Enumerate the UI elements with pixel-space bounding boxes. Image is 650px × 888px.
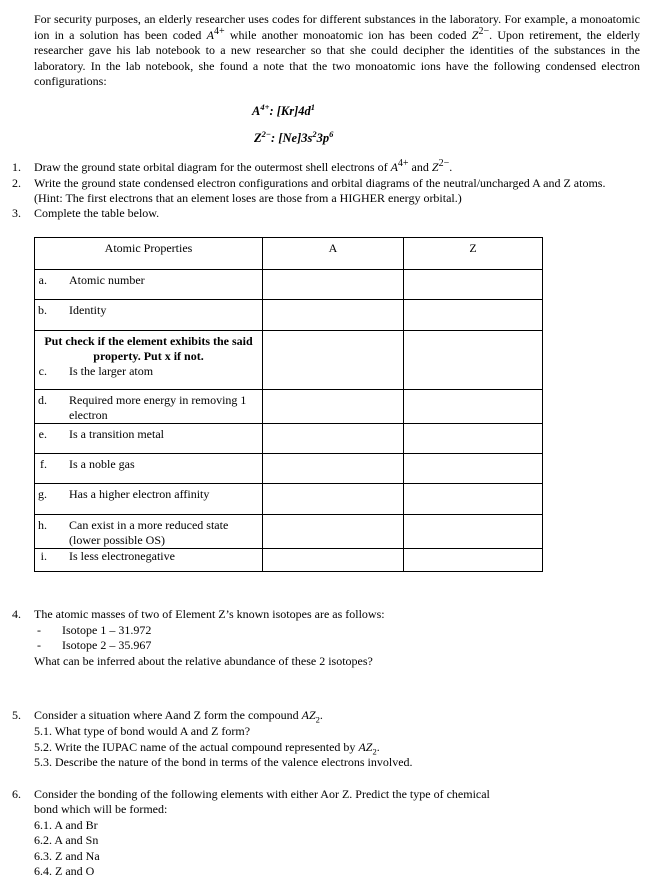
q2-number: 2. — [12, 176, 21, 190]
q5-end: . — [319, 708, 323, 722]
table-row — [35, 515, 543, 549]
row-letter: c. — [38, 364, 47, 378]
check-instruction: Put check if the element exhibits the said property. Put x if not. — [44, 334, 253, 363]
q4-text: The atomic masses of two of Element Z’s known isotopes are as follows: — [34, 607, 385, 621]
q1-ion-z-charge: 2− — [438, 158, 450, 169]
q5-2-compound: AZ — [358, 740, 373, 754]
row-letter: f. — [40, 457, 47, 471]
config-a-symbol: A — [252, 104, 261, 118]
config-a-charge: 4+ — [260, 101, 270, 112]
q4-question: What can be inferred about the relative abundance of these 2 isotopes? — [34, 654, 373, 668]
q5-2-compound-sub: 2 — [372, 746, 377, 757]
intro-paragraph — [34, 12, 640, 90]
row-text: Identity — [69, 303, 107, 317]
q5-2-end: . — [376, 740, 380, 754]
table-row — [35, 424, 543, 454]
properties-table — [34, 237, 543, 572]
config-z-core: : [Ne]3s — [271, 131, 313, 145]
q5-compound-sub: 2 — [315, 714, 320, 725]
row-f-label — [35, 454, 263, 484]
table-row — [35, 331, 543, 390]
intro-ion-a-charge: 4+ — [213, 25, 225, 37]
answer-cell-z[interactable] — [404, 515, 543, 549]
q6-line2: bond which will be formed: — [34, 802, 168, 816]
q1-ion-a: A — [390, 160, 398, 174]
q3-text: Complete the table below. — [34, 206, 160, 220]
row-text: Is less electronegative — [69, 549, 175, 563]
q5-1: 5.1. What type of bond would A and Z form? — [34, 724, 251, 738]
config-z-sup2: 6 — [329, 128, 334, 139]
q5-number: 5. — [12, 708, 21, 722]
isotope-1-dash: - — [37, 623, 41, 637]
row-letter: d. — [38, 393, 47, 407]
q1-end: . — [449, 160, 453, 174]
q5-text-main: Consider a situation where Aand Z form the compound — [34, 708, 302, 722]
table-row — [35, 270, 543, 300]
q2-line2: (Hint: The first electrons that an element loses are those from a HIGHER energy orbital.) — [34, 191, 462, 205]
q1-ion-a-charge: 4+ — [397, 158, 409, 169]
row-h-label — [35, 515, 263, 549]
q1-text — [34, 160, 452, 175]
q6-item: 6.3. Z and Na — [34, 849, 100, 863]
header-a: A — [263, 238, 404, 270]
answer-cell-a[interactable] — [263, 331, 404, 390]
row-letter: a. — [38, 273, 47, 287]
row-text: Is a transition metal — [69, 427, 164, 441]
answer-cell-z[interactable] — [404, 390, 543, 424]
config-z-symbol: Z — [254, 131, 262, 145]
row-text: Can exist in a more reduced state (lower possible OS) — [69, 518, 229, 547]
row-text: Has a higher electron affinity — [69, 487, 210, 501]
q5-2-text: 5.2. Write the IUPAC name of the actual compound represented by — [34, 740, 359, 754]
q5-compound: AZ — [301, 708, 316, 722]
table-row — [35, 484, 543, 515]
row-text: Is the larger atom — [69, 364, 154, 378]
q6-item: 6.4. Z and O — [34, 864, 95, 878]
table-row — [35, 454, 543, 484]
isotope-2-text: Isotope 2 – 35.967 — [62, 638, 152, 652]
q3-number: 3. — [12, 206, 21, 220]
q5-2 — [34, 740, 380, 755]
q1-text-a: Draw the ground state orbital diagram for the outermost shell electrons of — [34, 160, 391, 174]
config-a — [252, 101, 316, 119]
answer-cell-a[interactable] — [263, 270, 404, 300]
intro-ion-a: A — [206, 27, 214, 42]
isotope-1-line — [34, 623, 151, 638]
answer-cell-z[interactable] — [404, 270, 543, 300]
config-z-charge: 2− — [261, 128, 272, 139]
row-d-label — [35, 390, 263, 424]
row-text: Atomic number — [69, 273, 145, 287]
row-i-label — [35, 549, 263, 572]
config-z-sup1: 2 — [312, 128, 317, 139]
row-g-label — [35, 484, 263, 515]
intro-ion-z: Z — [471, 27, 479, 42]
q6-line1: Consider the bonding of the following elements with either Aor Z. Predict the type of chemical — [34, 787, 490, 801]
isotope-2-line — [34, 638, 151, 653]
q6-number: 6. — [12, 787, 21, 801]
answer-cell-a[interactable] — [263, 454, 404, 484]
q1-number: 1. — [12, 160, 21, 174]
isotope-2-dash: - — [37, 638, 41, 652]
q1-ion-z: Z — [431, 160, 439, 174]
q2-line1: Write the ground state condensed electron configurations and orbital diagrams of the neutral/uncharged A and Z atoms. — [34, 176, 606, 190]
q6-item: 6.2. A and Sn — [34, 833, 99, 847]
intro-text-1: For security purposes, an elderly researcher uses codes for different substances in the laboratory. For example, a monoatomic ion in a solution has been coded — [34, 12, 640, 42]
header-z: Z — [404, 238, 543, 270]
answer-cell-a[interactable] — [263, 390, 404, 424]
table-header-row — [35, 238, 543, 270]
answer-cell-a[interactable] — [263, 484, 404, 515]
table-row — [35, 549, 543, 572]
row-letter: g. — [38, 487, 47, 501]
row-letter: h. — [38, 518, 47, 532]
table-row — [35, 300, 543, 331]
q5-3: 5.3. Describe the nature of the bond in terms of the valence electrons involved. — [34, 755, 413, 769]
table-row — [35, 390, 543, 424]
answer-cell-a[interactable] — [263, 515, 404, 549]
answer-cell-a[interactable] — [263, 549, 404, 572]
row-c-label — [35, 331, 263, 390]
config-a-sup: 1 — [310, 101, 316, 112]
header-atomic-properties: Atomic Properties — [35, 238, 263, 270]
row-letter: i. — [40, 549, 47, 563]
row-b-label — [35, 300, 263, 331]
q5-text — [34, 708, 323, 723]
answer-cell-z[interactable] — [404, 549, 543, 572]
isotope-1-text: Isotope 1 – 31.972 — [62, 623, 152, 637]
row-letter: b. — [38, 303, 47, 317]
intro-text-3: . Upon retirement, the elderly researcher gave his lab notebook to a new researcher so that she could decipher the identities of the substances in the laboratory. In the lab notebook, she found a note that the two monoatomic ions have the following condensed electron configurations: — [34, 27, 641, 88]
answer-cell-z[interactable] — [404, 484, 543, 515]
q6-item: 6.1. A and Br — [34, 818, 98, 832]
q1-and: and — [408, 160, 432, 174]
q4-number: 4. — [12, 607, 21, 621]
answer-cell-z[interactable] — [404, 331, 543, 390]
row-letter: e. — [38, 427, 47, 441]
config-a-core: : [Kr]4d — [269, 104, 311, 118]
row-a-label — [35, 270, 263, 300]
answer-cell-z[interactable] — [404, 300, 543, 331]
intro-text-2: while another monoatomic ion has been coded — [224, 27, 472, 42]
row-e-label — [35, 424, 263, 454]
intro-ion-z-charge: 2− — [478, 25, 490, 37]
answer-cell-z[interactable] — [404, 424, 543, 454]
config-z-mid: 3p — [316, 131, 330, 145]
answer-cell-a[interactable] — [263, 300, 404, 331]
row-text: Required more energy in removing 1 electron — [69, 393, 247, 422]
config-z — [254, 128, 334, 146]
answer-cell-a[interactable] — [263, 424, 404, 454]
row-text: Is a noble gas — [69, 457, 135, 471]
answer-cell-z[interactable] — [404, 454, 543, 484]
